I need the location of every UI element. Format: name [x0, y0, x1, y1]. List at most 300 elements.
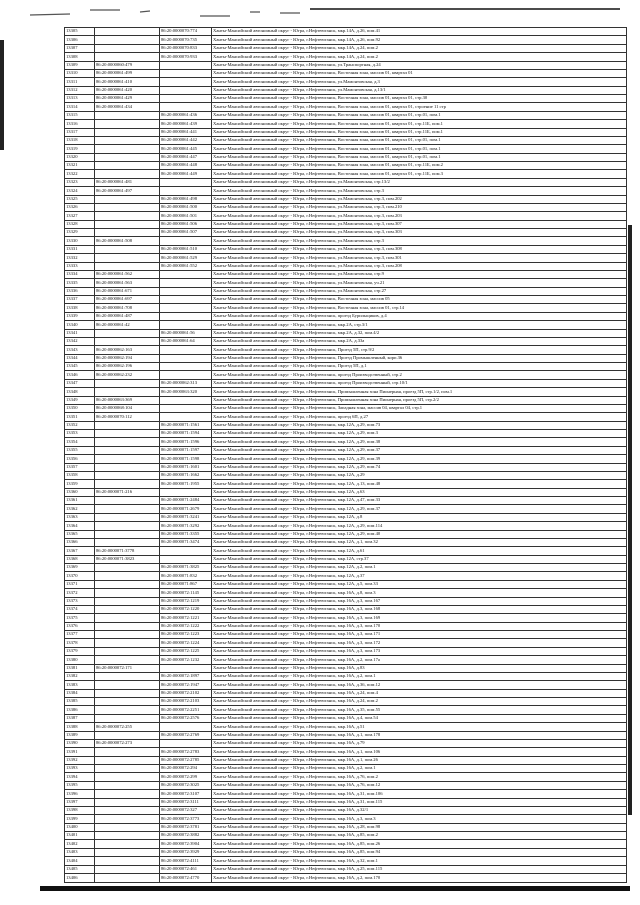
cadastral-number [95, 538, 160, 546]
address: Ханты-Мансийский автономный округ - Югра, г.Нефтеюганск, мкр.16А, д.32, пом.1 [212, 857, 627, 865]
room-cadastral-number: 86:20:0000070:735 [160, 36, 212, 44]
room-cadastral-number [160, 723, 212, 731]
row-number: 13307 [65, 44, 95, 52]
room-cadastral-number: 86:20:0000071:1561 [160, 421, 212, 429]
cadastral-number [95, 631, 160, 639]
table-row [65, 873, 627, 882]
cadastral-number [95, 128, 160, 136]
address: Ханты-Мансийский автономный округ - Югра, г.Нефтеюганск, мкр.12А, д.5, пом.33 [212, 580, 627, 588]
table-row [65, 404, 627, 412]
table-row [65, 647, 627, 655]
row-number: 13322 [65, 170, 95, 178]
row-number: 13330 [65, 237, 95, 245]
row-number: 13354 [65, 438, 95, 446]
address: Ханты-Мансийский автономный округ - Югра, г.Нефтеюганск, ул.Мамонтовская, стр.3, пом.202 [212, 195, 627, 203]
row-number: 13359 [65, 480, 95, 488]
row-number: 13313 [65, 95, 95, 103]
table-row [65, 781, 627, 789]
cadastral-number [95, 379, 160, 387]
row-number: 13316 [65, 120, 95, 128]
table-row [65, 329, 627, 337]
address: Ханты-Мансийский автономный округ - Югра, г.Нефтеюганск, мкр.14А, д.26, пом.41 [212, 28, 627, 36]
table-row [65, 631, 627, 639]
cadastral-number [95, 162, 160, 170]
address: Ханты-Мансийский автономный округ - Югра, г.Нефтеюганск, мкр.16А, д.2, пом.1 [212, 765, 627, 773]
table-row [65, 564, 627, 572]
cadastral-number: 86:20:0000061:434 [95, 103, 160, 111]
row-number: 13325 [65, 195, 95, 203]
address: Ханты-Мансийский автономный округ - Югра, г.Нефтеюганск, мкр.2А, стр.3/1 [212, 321, 627, 329]
room-cadastral-number [160, 237, 212, 245]
table-row [65, 605, 627, 613]
table-row [65, 279, 627, 287]
room-cadastral-number [160, 78, 212, 86]
address: Ханты-Мансийский автономный округ - Югра, г.Нефтеюганск, мкр.16А, д.35, пом.55 [212, 706, 627, 714]
row-number: 13309 [65, 61, 95, 69]
cadastral-number: 86:20:0000072:273 [95, 739, 160, 747]
room-cadastral-number: 86:20:0000061:442 [160, 136, 212, 144]
table-row [65, 756, 627, 764]
room-cadastral-number: 86:20:0000062:313 [160, 379, 212, 387]
room-cadastral-number: 86:20:0000061:510 [160, 245, 212, 253]
cadastral-number [95, 245, 160, 253]
cadastral-number [95, 689, 160, 697]
room-cadastral-number: 86:20:0000061:439 [160, 120, 212, 128]
room-cadastral-number: 86:20:0000061:436 [160, 111, 212, 119]
row-number: 13338 [65, 304, 95, 312]
cadastral-number [95, 622, 160, 630]
row-number: 13378 [65, 639, 95, 647]
row-number: 13323 [65, 178, 95, 186]
scan-edge-left [0, 40, 4, 150]
table-row [65, 304, 627, 312]
address: Ханты-Мансийский автономный округ - Югра, г.Нефтеюганск, мкр.12А, д.29, пом.37 [212, 446, 627, 454]
table-row [65, 522, 627, 530]
address: Ханты-Мансийский автономный округ - Югра, г.Нефтеюганск, ул.Мамонтовская, стр.3 [212, 187, 627, 195]
room-cadastral-number: 86:20:0000072:3773 [160, 815, 212, 823]
row-number: 13391 [65, 748, 95, 756]
table-row [65, 103, 627, 111]
row-number: 13329 [65, 229, 95, 237]
cadastral-number [95, 53, 160, 61]
cadastral-number [95, 203, 160, 211]
row-number: 13362 [65, 505, 95, 513]
table-row [65, 664, 627, 672]
room-cadastral-number [160, 287, 212, 295]
room-cadastral-number: 86:20:0000061:507 [160, 229, 212, 237]
row-number: 13403 [65, 848, 95, 856]
room-cadastral-number: 86:20:0000072:1224 [160, 639, 212, 647]
room-cadastral-number: 86:20:0000072:2102 [160, 689, 212, 697]
row-number: 13365 [65, 530, 95, 538]
address: Ханты-Мансийский автономный округ - Югра, г.Нефтеюганск, мкр.16А, д.79 [212, 739, 627, 747]
row-number: 13379 [65, 647, 95, 655]
cadastral-number: 86:20:0000061:410 [95, 78, 160, 86]
cadastral-number [95, 605, 160, 613]
room-cadastral-number: 86:20:0000071:1596 [160, 438, 212, 446]
table-row [65, 555, 627, 563]
room-cadastral-number: 86:20:0000072:2576 [160, 714, 212, 722]
address: Ханты-Мансийский автономный округ - Югра, г.Нефтеюганск, Проезд 5П, стр.9/2 [212, 346, 627, 354]
cadastral-number: 86:20:0000061:420 [95, 86, 160, 94]
table-row [65, 622, 627, 630]
cadastral-number [95, 580, 160, 588]
address: Ханты-Мансийский автономный округ - Югра, г.Нефтеюганск, мкр.16А, д.3, пом.3 [212, 815, 627, 823]
room-cadastral-number [160, 363, 212, 371]
address: Ханты-Мансийский автономный округ - Югра, г.Нефтеюганск, ул.Мамонтовская, стр.27 [212, 287, 627, 295]
room-cadastral-number: 86:20:0000071:2484 [160, 497, 212, 505]
row-number: 13357 [65, 463, 95, 471]
room-cadastral-number [160, 346, 212, 354]
address: Ханты-Мансийский автономный округ - Югра, г.Нефтеюганск, мкр.16А, д.85, пом.2 [212, 832, 627, 840]
row-number: 13340 [65, 321, 95, 329]
cadastral-number [95, 681, 160, 689]
row-number: 13374 [65, 605, 95, 613]
address: Ханты-Мансийский автономный округ - Югра, г.Нефтеюганск, мкр.12А, д.29, пом.37 [212, 505, 627, 513]
address: Ханты-Мансийский автономный округ - Югра, г.Нефтеюганск, мкр.2А, д.32, пом.4/2 [212, 329, 627, 337]
cadastral-number [95, 714, 160, 722]
address: Ханты-Мансийский автономный округ - Югра, г.Нефтеюганск, мкр.12А, д.63 [212, 488, 627, 496]
table-row [65, 455, 627, 463]
table-row [65, 572, 627, 580]
address: Ханты-Мансийский автономный округ - Югра, г.Нефтеюганск, ул.Мамонтовская, д.3 [212, 78, 627, 86]
row-number: 13319 [65, 145, 95, 153]
room-cadastral-number: 86:20:0000072:327 [160, 806, 212, 814]
room-cadastral-number: 86:20:0000072:2103 [160, 698, 212, 706]
cadastral-number [95, 564, 160, 572]
room-cadastral-number [160, 279, 212, 287]
address: Ханты-Мансийский автономный округ - Югра, г.Нефтеюганск, Восточная зона, массив 01, квартал 01, стр.11Б, пом.3 [212, 170, 627, 178]
table-row [65, 731, 627, 739]
table-row [65, 136, 627, 144]
cadastral-number: 86:20:0000062:194 [95, 354, 160, 362]
address: Ханты-Мансийский автономный округ - Югра, г.Нефтеюганск, ул.Мамонтовская, стр.3, пом.210 [212, 203, 627, 211]
table-row [65, 547, 627, 555]
address: Ханты-Мансийский автономный округ - Югра, г.Нефтеюганск, мкр.12А, д.29, пом.114 [212, 522, 627, 530]
cadastral-number [95, 873, 160, 882]
cadastral-number [95, 597, 160, 605]
table-row [65, 53, 627, 61]
room-cadastral-number: 86:20:0000072:3025 [160, 781, 212, 789]
cadastral-number [95, 170, 160, 178]
cadastral-number: 86:20:0000061:697 [95, 296, 160, 304]
table-row [65, 857, 627, 865]
address: Ханты-Мансийский автономный округ - Югра, г.Нефтеюганск, мкр.16А, д.2, пом.1 [212, 672, 627, 680]
table-row [65, 212, 627, 220]
table-row [65, 111, 627, 119]
row-number: 13352 [65, 421, 95, 429]
room-cadastral-number: 86:20:0000070:774 [160, 28, 212, 36]
room-cadastral-number [160, 304, 212, 312]
cadastral-number: 86:20:0000068:104 [95, 404, 160, 412]
row-number: 13401 [65, 832, 95, 840]
row-number: 13335 [65, 279, 95, 287]
address: Ханты-Мансийский автономный округ - Югра, г.Нефтеюганск, ул.Мамонтовская, стр.3, пом.301 [212, 254, 627, 262]
row-number: 13306 [65, 36, 95, 44]
room-cadastral-number: 86:20:0000072:294 [160, 765, 212, 773]
room-cadastral-number [160, 103, 212, 111]
table-row [65, 505, 627, 513]
cadastral-number: 86:20:0000061:497 [95, 187, 160, 195]
table-row [65, 681, 627, 689]
room-cadastral-number [160, 488, 212, 496]
table-row [65, 203, 627, 211]
row-number: 13397 [65, 798, 95, 806]
row-number: 13315 [65, 111, 95, 119]
room-cadastral-number: 86:20:0000072:2785 [160, 756, 212, 764]
row-number: 13355 [65, 446, 95, 454]
address: Ханты-Мансийский автономный округ - Югра, г.Нефтеюганск, ул.Мамонтовская, уч.21 [212, 279, 627, 287]
cadastral-number [95, 497, 160, 505]
cadastral-number [95, 832, 160, 840]
row-number: 13320 [65, 153, 95, 161]
row-number: 13336 [65, 287, 95, 295]
table-row [65, 354, 627, 362]
row-number: 13399 [65, 815, 95, 823]
address: Ханты-Мансийский автономный округ - Югра, г.Нефтеюганск, проезд Производственный, стр.10/1 [212, 379, 627, 387]
address: Ханты-Мансийский автономный округ - Югра, г.Нефтеюганск, мкр.12А, д.8 [212, 513, 627, 521]
row-number: 13346 [65, 371, 95, 379]
address: Ханты-Мансийский автономный округ - Югра, г.Нефтеюганск, Проезд Промышленный, корп.36 [212, 354, 627, 362]
address: Ханты-Мансийский автономный округ - Югра, г.Нефтеюганск, мкр.16А, д.8, пом.3 [212, 589, 627, 597]
address: Ханты-Мансийский автономный округ - Югра, г.Нефтеюганск, Восточная зона, массив 01, квартал 01, стр.01, пом.1 [212, 153, 627, 161]
room-cadastral-number: 86:20:0000061:506 [160, 220, 212, 228]
address: Ханты-Мансийский автономный округ - Югра, г.Нефтеюганск, мкр.16А, д.76, пом.12 [212, 781, 627, 789]
address: Ханты-Мансийский автономный округ - Югра, г.Нефтеюганск, Восточная зона, массив 01, квартал 01, строение 11 стр [212, 103, 627, 111]
table-row [65, 790, 627, 798]
address: Ханты-Мансийский автономный округ - Югра, г.Нефтеюганск, мкр.16А, д.4, пом.54 [212, 714, 627, 722]
cadastral-number: 86:20:0000072:171 [95, 664, 160, 672]
row-number: 13324 [65, 187, 95, 195]
cadastral-number: 86:20:0000071:3823 [95, 555, 160, 563]
cadastral-number [95, 756, 160, 764]
table-row [65, 513, 627, 521]
row-number: 13363 [65, 513, 95, 521]
cadastral-number [95, 111, 160, 119]
row-number: 13396 [65, 790, 95, 798]
cadastral-number [95, 463, 160, 471]
room-cadastral-number [160, 664, 212, 672]
cadastral-number: 86:20:0000061:499 [95, 69, 160, 77]
room-cadastral-number: 86:20:0000061:552 [160, 262, 212, 270]
address: Ханты-Мансийский автономный округ - Югра, г.Нефтеюганск, мкр.16А, д.2, пом.17а [212, 656, 627, 664]
cadastral-number: 86:20:0000061:487 [95, 312, 160, 320]
row-number: 13345 [65, 363, 95, 371]
room-cadastral-number [160, 739, 212, 747]
cadastral-number [95, 857, 160, 865]
room-cadastral-number: 86:20:0000072:3111 [160, 798, 212, 806]
room-cadastral-number: 86:20:0000072:1145 [160, 589, 212, 597]
address: Ханты-Мансийский автономный округ - Югра, г.Нефтеюганск, Промышленная зона Пионерная, проезд 5П, стр.1/2, пом.1 [212, 388, 627, 396]
cadastral-number [95, 748, 160, 756]
room-cadastral-number [160, 404, 212, 412]
row-number: 13373 [65, 597, 95, 605]
table-row [65, 538, 627, 546]
room-cadastral-number: 86:20:0000061:448 [160, 162, 212, 170]
row-number: 13326 [65, 203, 95, 211]
table-row [65, 178, 627, 186]
table-row [65, 430, 627, 438]
table-row [65, 28, 627, 36]
cadastral-number: 86:20:0000061:562 [95, 270, 160, 278]
room-cadastral-number [160, 413, 212, 421]
room-cadastral-number [160, 555, 212, 563]
room-cadastral-number: 86:20:0000061:441 [160, 128, 212, 136]
room-cadastral-number: 86:20:0000061:447 [160, 153, 212, 161]
cadastral-number [95, 589, 160, 597]
row-number: 13331 [65, 245, 95, 253]
cadastral-number [95, 421, 160, 429]
cadastral-number [95, 815, 160, 823]
row-number: 13317 [65, 128, 95, 136]
row-number: 13343 [65, 346, 95, 354]
room-cadastral-number: 86:20:0000072:2769 [160, 731, 212, 739]
row-number: 13377 [65, 631, 95, 639]
address: Ханты-Мансийский автономный округ - Югра, г.Нефтеюганск, мкр.16А, д.1, пом.106 [212, 748, 627, 756]
room-cadastral-number: 86:20:0000071:1597 [160, 446, 212, 454]
room-cadastral-number: 86:20:0000071:3474 [160, 538, 212, 546]
table-row [65, 337, 627, 345]
cadastral-number [95, 798, 160, 806]
address: Ханты-Мансийский автономный округ - Югра, г.Нефтеюганск, Восточная зона, массив 01, квартал 01, стр.01, пом.1 [212, 145, 627, 153]
row-number: 13347 [65, 379, 95, 387]
address: Ханты-Мансийский автономный округ - Югра, г.Нефтеюганск, мкр.16А, д.3, пом.169 [212, 614, 627, 622]
table-row [65, 170, 627, 178]
room-cadastral-number: 86:20:0000072:461 [160, 865, 212, 873]
address: Ханты-Мансийский автономный округ - Югра, г.Нефтеюганск, Восточная зона, массив 01, квартал 01, стр.01, пом.1 [212, 111, 627, 119]
table-row [65, 195, 627, 203]
table-row [65, 187, 627, 195]
address: Ханты-Мансийский автономный округ - Югра, г.Нефтеюганск, мкр.12А, д.13, пом.48 [212, 480, 627, 488]
address: Ханты-Мансийский автономный округ - Югра, г.Нефтеюганск, мкр.12А, д.29, пом.3 [212, 430, 627, 438]
row-number: 13311 [65, 78, 95, 86]
scan-artifact-marks [0, 0, 640, 20]
row-number: 13369 [65, 564, 95, 572]
table-row [65, 346, 627, 354]
cadastral-number [95, 513, 160, 521]
row-number: 13368 [65, 555, 95, 563]
room-cadastral-number [160, 187, 212, 195]
table-row [65, 580, 627, 588]
row-number: 13367 [65, 547, 95, 555]
table-row [65, 446, 627, 454]
room-cadastral-number [160, 270, 212, 278]
row-number: 13376 [65, 622, 95, 630]
cadastral-number: 86:20:0000061:42 [95, 321, 160, 329]
row-number: 13351 [65, 413, 95, 421]
row-number: 13393 [65, 765, 95, 773]
room-cadastral-number: 86:20:0000072:3882 [160, 832, 212, 840]
table-row [65, 245, 627, 253]
cadastral-number: 86:20:0000070:112 [95, 413, 160, 421]
table-row [65, 145, 627, 153]
cadastral-number: 86:20:0000061:429 [95, 95, 160, 103]
table-row [65, 672, 627, 680]
room-cadastral-number: 86:20:0000072:1897 [160, 672, 212, 680]
row-number: 13372 [65, 589, 95, 597]
address: Ханты-Мансийский автономный округ - Югра, г.Нефтеюганск, мкр.16А, д.1, пом.26 [212, 756, 627, 764]
cadastral-number [95, 848, 160, 856]
cadastral-number [95, 672, 160, 680]
table-row [65, 806, 627, 814]
room-cadastral-number: 86:20:0000071:3825 [160, 564, 212, 572]
table-row [65, 36, 627, 44]
address: Ханты-Мансийский автономный округ - Югра, г.Нефтеюганск, проезд Бурильщиков, д.4 [212, 312, 627, 320]
row-number: 13318 [65, 136, 95, 144]
cadastral-number [95, 823, 160, 831]
room-cadastral-number: 86:20:0000072:299 [160, 773, 212, 781]
table-row [65, 321, 627, 329]
table-row [65, 823, 627, 831]
room-cadastral-number: 86:20:0000072:4770 [160, 873, 212, 882]
cadastral-number [95, 639, 160, 647]
row-number: 13344 [65, 354, 95, 362]
table-row [65, 471, 627, 479]
cadastral-number [95, 731, 160, 739]
room-cadastral-number: 86:20:0000072:3929 [160, 848, 212, 856]
address: Ханты-Мансийский автономный округ - Югра, г.Нефтеюганск, мкр.16А, д.36, пом.12 [212, 681, 627, 689]
cadastral-number [95, 36, 160, 44]
table-row [65, 388, 627, 396]
table-row [65, 237, 627, 245]
room-cadastral-number [160, 371, 212, 379]
address: Ханты-Мансийский автономный округ - Югра, г.Нефтеюганск, мкр.16А, д.3, пом.173 [212, 647, 627, 655]
table-row [65, 438, 627, 446]
cadastral-number: 86:20:0000071:3778 [95, 547, 160, 555]
table-row [65, 614, 627, 622]
cadastral-number [95, 865, 160, 873]
row-number: 13339 [65, 312, 95, 320]
cadastral-number [95, 430, 160, 438]
address: Ханты-Мансийский автономный округ - Югра, г.Нефтеюганск, мкр.14А, д.24, пом.2 [212, 53, 627, 61]
address: Ханты-Мансийский автономный округ - Югра, г.Нефтеюганск, мкр.14А, д.24, пом.2 [212, 44, 627, 52]
row-number: 13358 [65, 471, 95, 479]
address: Ханты-Мансийский автономный округ - Югра, г.Нефтеюганск, мкр.12А, д.47, пом.33 [212, 497, 627, 505]
table-row [65, 840, 627, 848]
cadastral-number [95, 153, 160, 161]
room-cadastral-number: 86:20:0000071:867 [160, 580, 212, 588]
cadastral-number [95, 790, 160, 798]
table-row [65, 698, 627, 706]
room-cadastral-number: 86:20:0000071:1601 [160, 463, 212, 471]
row-number: 13310 [65, 69, 95, 77]
table-row [65, 413, 627, 421]
row-number: 13402 [65, 840, 95, 848]
address: Ханты-Мансийский автономный округ - Югра, г.Нефтеюганск, мкр.16А, д.32/1 [212, 806, 627, 814]
room-cadastral-number: 86:20:0000072:3107 [160, 790, 212, 798]
table-row [65, 220, 627, 228]
address: Ханты-Мансийский автономный округ - Югра, г.Нефтеюганск, ул.Мамонтовская, д.13/1 [212, 86, 627, 94]
row-number: 13308 [65, 53, 95, 61]
address: Ханты-Мансийский автономный округ - Югра, г.Нефтеюганск, проезд 6П, д.27 [212, 413, 627, 421]
table-row [65, 706, 627, 714]
row-number: 13337 [65, 296, 95, 304]
cadastral-number [95, 522, 160, 530]
room-cadastral-number: 86:20:0000071:1594 [160, 430, 212, 438]
room-cadastral-number: 86:20:0000072:3904 [160, 840, 212, 848]
row-number: 13386 [65, 706, 95, 714]
room-cadastral-number: 86:20:0000072:1221 [160, 614, 212, 622]
row-number: 13328 [65, 220, 95, 228]
table-row [65, 480, 627, 488]
room-cadastral-number: 86:20:0000063:320 [160, 388, 212, 396]
room-cadastral-number: 86:20:0000070:933 [160, 53, 212, 61]
table-row [65, 95, 627, 103]
scan-edge-right [628, 225, 632, 815]
room-cadastral-number: 86:20:0000071:832 [160, 572, 212, 580]
cadastral-number: 86:20:0000060:479 [95, 61, 160, 69]
address: Ханты-Мансийский автономный округ - Югра, г.Нефтеюганск, мкр.12А, стр.37 [212, 555, 627, 563]
